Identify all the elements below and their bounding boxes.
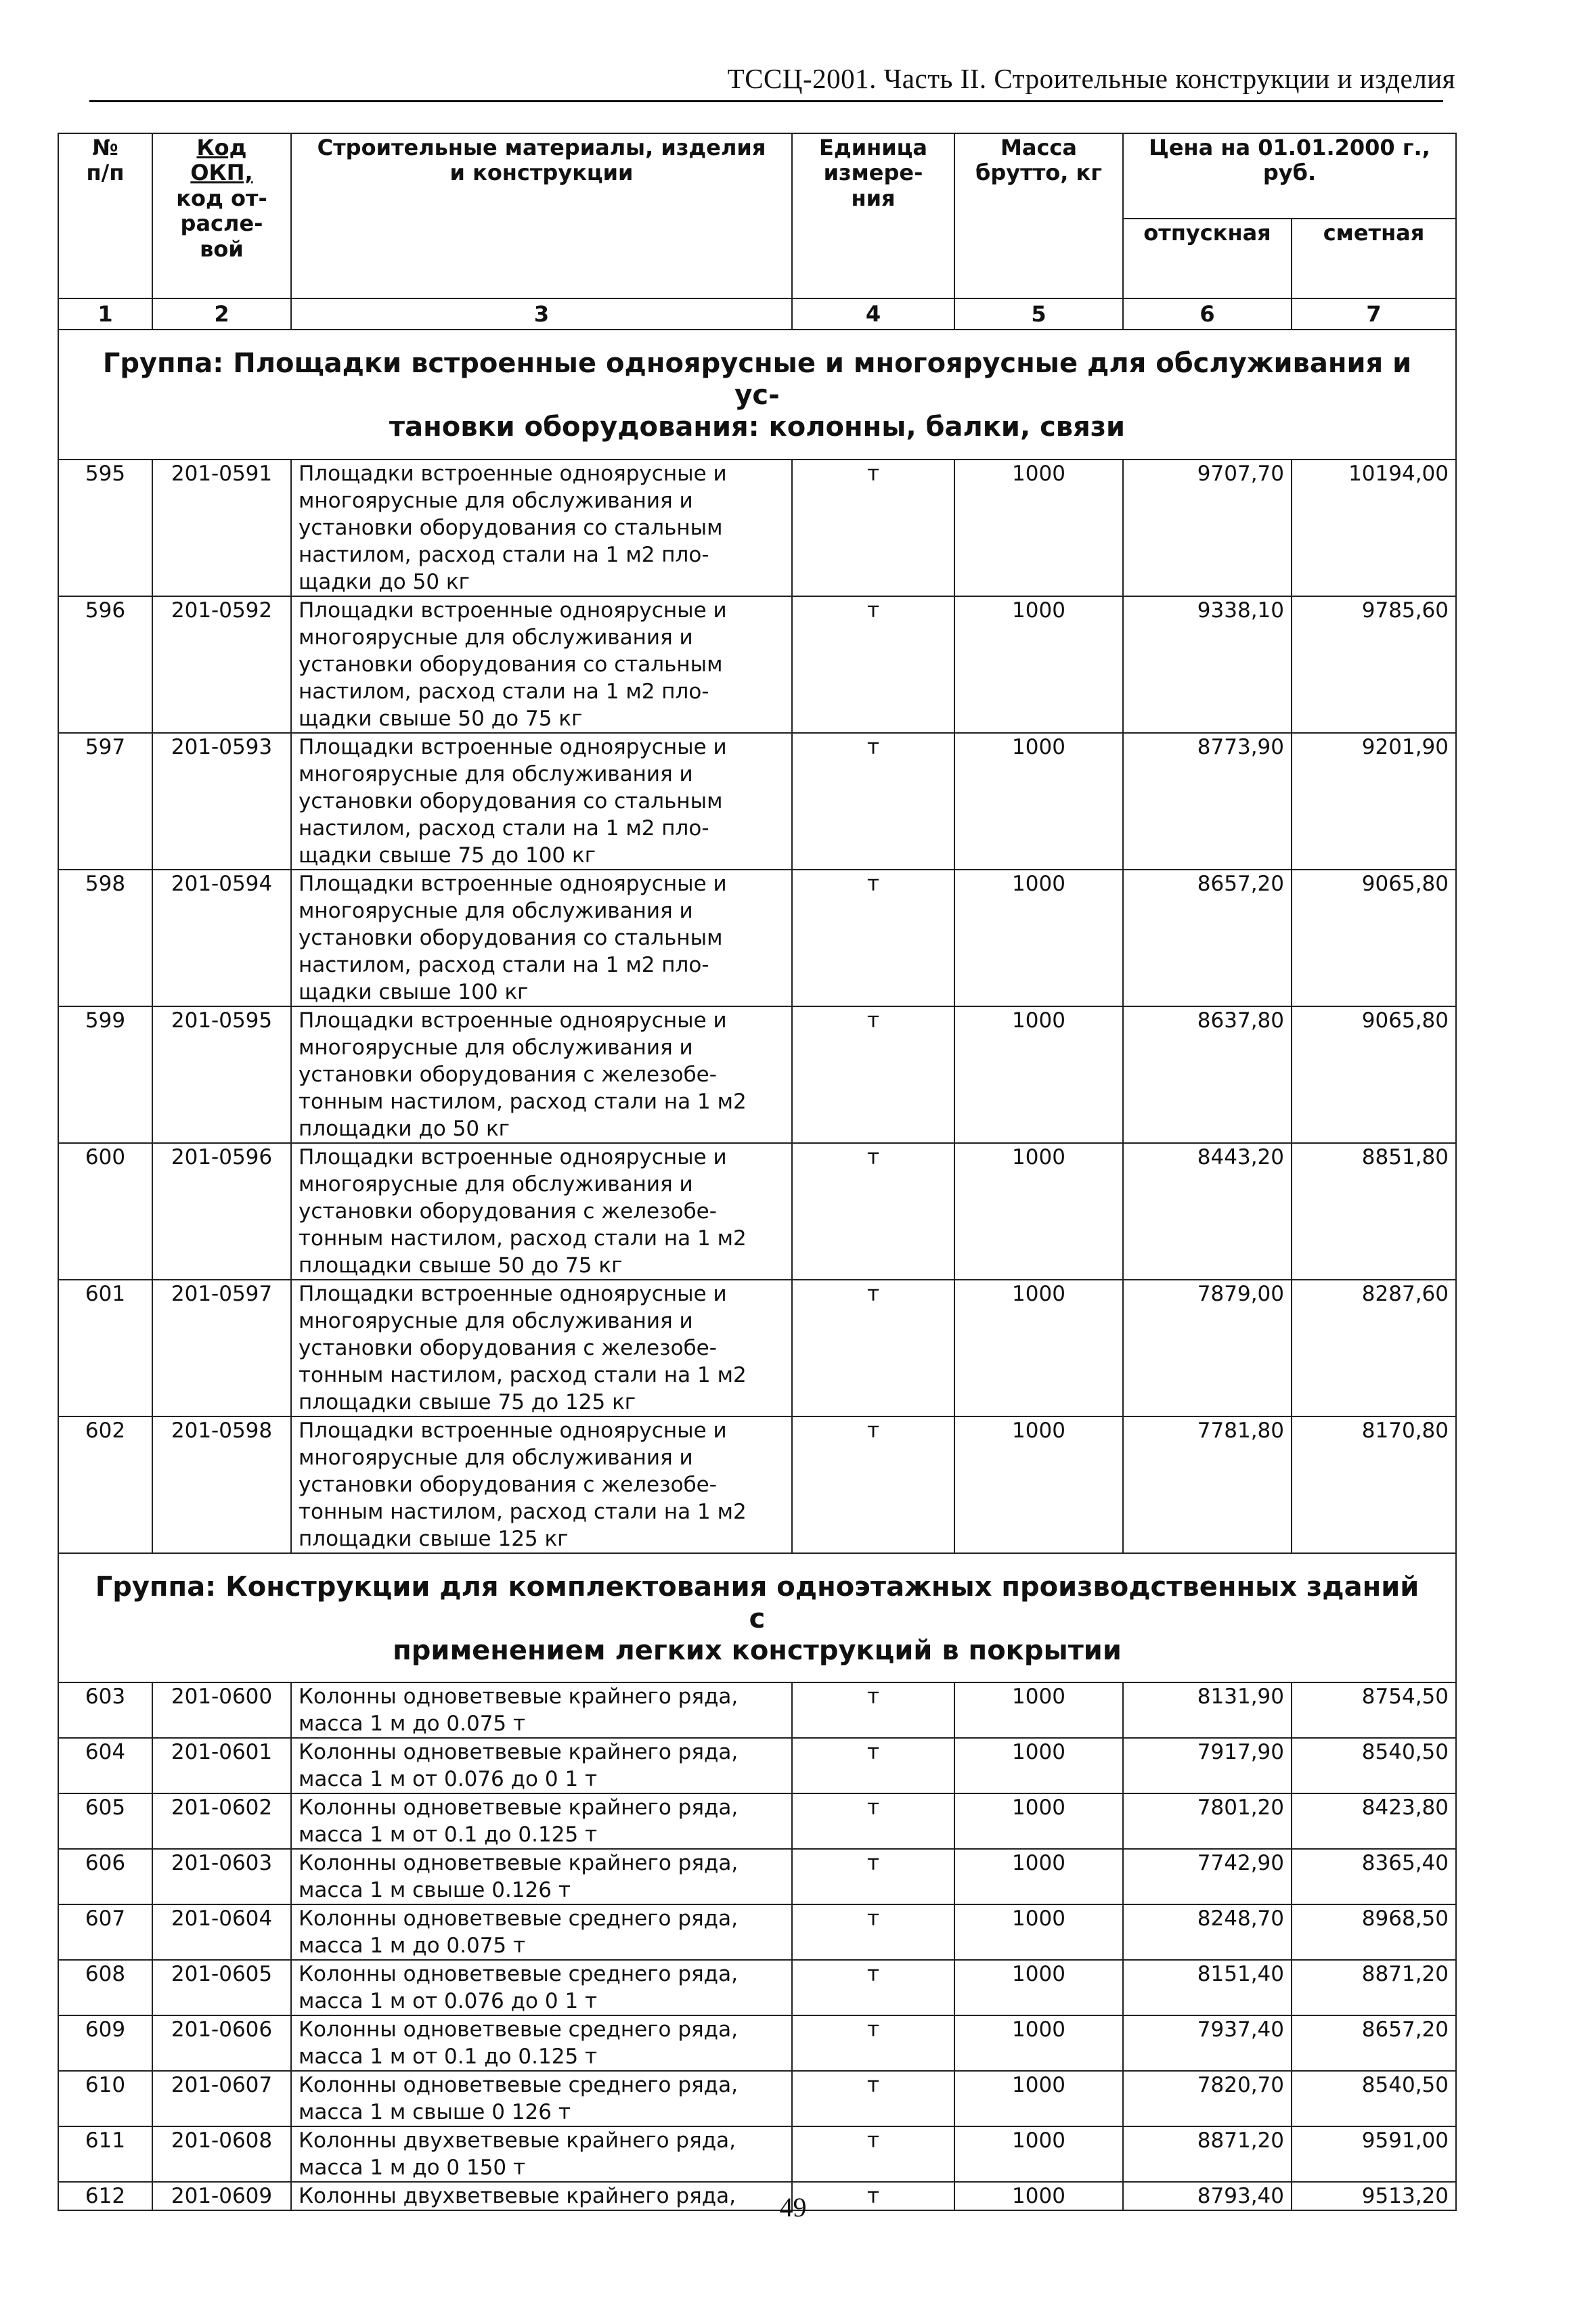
row-code: 201-0608	[152, 2126, 291, 2182]
table-row	[58, 460, 1456, 596]
row-code: 201-0607	[152, 2071, 291, 2126]
row-code: 201-0604	[152, 1904, 291, 1960]
page-header-title: ТССЦ-2001. Часть II. Строительные конструкции и изделия	[727, 63, 1455, 94]
row-price-sm: 9785,60	[1292, 596, 1456, 733]
table-row	[58, 1682, 1456, 1738]
row-code: 201-0594	[152, 870, 291, 1006]
table-row	[58, 1960, 1456, 2015]
row-mass: 1000	[954, 1793, 1123, 1849]
row-mass: 1000	[954, 1849, 1123, 1904]
table-row	[58, 2126, 1456, 2182]
row-price-otp: 7781,80	[1123, 1416, 1292, 1553]
row-number: 603	[58, 1682, 152, 1738]
column-number: 1	[58, 298, 152, 330]
row-number: 605	[58, 1793, 152, 1849]
row-unit: т	[792, 1280, 954, 1416]
table-body	[58, 298, 1456, 2210]
row-price-sm: 8540,50	[1292, 2071, 1456, 2126]
row-name: Площадки встроенные одноярусные и многоярусные для обслуживания и установки оборудования с железобе- тонным настилом, расход стали на 1 м2 площадки свыше 75 до 125 кг	[291, 1280, 792, 1416]
row-price-sm: 8540,50	[1292, 1738, 1456, 1793]
table-row	[58, 2071, 1456, 2126]
row-number: 611	[58, 2126, 152, 2182]
row-price-otp: 7801,20	[1123, 1793, 1292, 1849]
row-number: 600	[58, 1143, 152, 1280]
table-row	[58, 1904, 1456, 1960]
row-name: Площадки встроенные одноярусные и многоярусные для обслуживания и установки оборудования со стальным настилом, расход стали на 1 м2 пло- щадки до 50 кг	[291, 460, 792, 596]
price-table	[58, 133, 1457, 2211]
row-name: Площадки встроенные одноярусные и многоярусные для обслуживания и установки оборудования с железобе- тонным настилом, расход стали на 1 м2 площадки до 50 кг	[291, 1006, 792, 1143]
row-mass: 1000	[954, 733, 1123, 870]
header-code	[152, 133, 291, 298]
table-row	[58, 1416, 1456, 1553]
column-number: 3	[291, 298, 792, 330]
row-number: 598	[58, 870, 152, 1006]
row-unit: т	[792, 1682, 954, 1738]
row-number: 610	[58, 2071, 152, 2126]
row-unit: т	[792, 1960, 954, 2015]
row-price-sm: 8365,40	[1292, 1849, 1456, 1904]
row-price-sm: 10194,00	[1292, 460, 1456, 596]
group-title: Группа: Конструкции для комплектования одноэтажных производственных зданий с применением легких конструкций в покрытии	[58, 1553, 1456, 1683]
row-code: 201-0609	[152, 2182, 291, 2210]
row-unit: т	[792, 2015, 954, 2071]
row-mass: 1000	[954, 596, 1123, 733]
row-price-sm: 8851,80	[1292, 1143, 1456, 1280]
row-price-sm: 9065,80	[1292, 870, 1456, 1006]
row-code: 201-0598	[152, 1416, 291, 1553]
row-code: 201-0595	[152, 1006, 291, 1143]
row-unit: т	[792, 460, 954, 596]
row-name: Колонны одноветвевые крайнего ряда, масса 1 м от 0.076 до 0 1 т	[291, 1738, 792, 1793]
row-mass: 1000	[954, 1738, 1123, 1793]
row-price-otp: 7917,90	[1123, 1738, 1292, 1793]
row-price-otp: 8871,20	[1123, 2126, 1292, 2182]
row-code: 201-0591	[152, 460, 291, 596]
row-code: 201-0592	[152, 596, 291, 733]
header-code-okp: Код ОКП,	[190, 135, 253, 186]
row-price-sm: 9201,90	[1292, 733, 1456, 870]
row-unit: т	[792, 1416, 954, 1553]
table-row	[58, 1006, 1456, 1143]
table-row	[58, 870, 1456, 1006]
row-price-otp: 8248,70	[1123, 1904, 1292, 1960]
group-title: Группа: Площадки встроенные одноярусные и многоярусные для обслуживания и ус- тановки оборудования: колонны, балки, связи	[58, 330, 1456, 460]
row-unit: т	[792, 1904, 954, 1960]
row-name: Колонны одноветвевые крайнего ряда, масса 1 м свыше 0.126 т	[291, 1849, 792, 1904]
header-price-otp: отпускная	[1123, 219, 1292, 298]
row-price-sm: 8423,80	[1292, 1793, 1456, 1849]
row-name: Площадки встроенные одноярусные и многоярусные для обслуживания и установки оборудования со стальным настилом, расход стали на 1 м2 пло- щадки свыше 75 до 100 кг	[291, 733, 792, 870]
row-unit: т	[792, 2182, 954, 2210]
row-unit: т	[792, 1738, 954, 1793]
row-name: Площадки встроенные одноярусные и многоярусные для обслуживания и установки оборудования со стальным настилом, расход стали на 1 м2 пло- щадки свыше 50 до 75 кг	[291, 596, 792, 733]
row-number: 612	[58, 2182, 152, 2210]
row-mass: 1000	[954, 1416, 1123, 1553]
table-row	[58, 1280, 1456, 1416]
row-name: Колонны одноветвевые крайнего ряда, масса 1 м от 0.1 до 0.125 т	[291, 1793, 792, 1849]
table-header	[58, 133, 1456, 298]
row-number: 607	[58, 1904, 152, 1960]
row-mass: 1000	[954, 1006, 1123, 1143]
row-mass: 1000	[954, 2015, 1123, 2071]
row-code: 201-0593	[152, 733, 291, 870]
row-unit: т	[792, 1793, 954, 1849]
column-number: 4	[792, 298, 954, 330]
row-mass: 1000	[954, 1960, 1123, 2015]
row-name: Площадки встроенные одноярусные и многоярусные для обслуживания и установки оборудования с железобе- тонным настилом, расход стали на 1 м2 площадки свыше 50 до 75 кг	[291, 1143, 792, 1280]
row-code: 201-0600	[152, 1682, 291, 1738]
header-code-sub: код от- расле- вой	[176, 185, 267, 262]
table-row	[58, 1849, 1456, 1904]
row-price-otp: 9707,70	[1123, 460, 1292, 596]
header-rule	[89, 100, 1443, 102]
row-mass: 1000	[954, 870, 1123, 1006]
group-row	[58, 330, 1456, 460]
row-unit: т	[792, 1849, 954, 1904]
row-name: Колонны одноветвевые среднего ряда, масса 1 м от 0.076 до 0 1 т	[291, 1960, 792, 2015]
row-number: 604	[58, 1738, 152, 1793]
row-price-sm: 8968,50	[1292, 1904, 1456, 1960]
row-name: Колонны двухветвевые крайнего ряда, масса 1 м до 0 150 т	[291, 2126, 792, 2182]
row-code: 201-0606	[152, 2015, 291, 2071]
column-number: 5	[954, 298, 1123, 330]
row-mass: 1000	[954, 1682, 1123, 1738]
row-name: Колонны двухветвевые крайнего ряда,	[291, 2182, 792, 2210]
row-code: 201-0605	[152, 1960, 291, 2015]
row-number: 597	[58, 733, 152, 870]
row-name: Площадки встроенные одноярусные и многоярусные для обслуживания и установки оборудования со стальным настилом, расход стали на 1 м2 пло- щадки свыше 100 кг	[291, 870, 792, 1006]
row-number: 596	[58, 596, 152, 733]
table-row	[58, 1738, 1456, 1793]
row-code: 201-0596	[152, 1143, 291, 1280]
row-price-otp: 8793,40	[1123, 2182, 1292, 2210]
row-price-sm: 9513,20	[1292, 2182, 1456, 2210]
row-price-otp: 7937,40	[1123, 2015, 1292, 2071]
row-mass: 1000	[954, 2126, 1123, 2182]
row-price-sm: 8657,20	[1292, 2015, 1456, 2071]
row-mass: 1000	[954, 460, 1123, 596]
row-price-otp: 7742,90	[1123, 1849, 1292, 1904]
column-number: 2	[152, 298, 291, 330]
row-number: 602	[58, 1416, 152, 1553]
row-price-otp: 9338,10	[1123, 596, 1292, 733]
row-price-sm: 8754,50	[1292, 1682, 1456, 1738]
row-price-otp: 8657,20	[1123, 870, 1292, 1006]
row-code: 201-0601	[152, 1738, 291, 1793]
row-number: 606	[58, 1849, 152, 1904]
header-mass: Масса брутто, кг	[954, 133, 1123, 298]
row-name: Колонны одноветвевые среднего ряда, масса 1 м от 0.1 до 0.125 т	[291, 2015, 792, 2071]
row-unit: т	[792, 596, 954, 733]
row-unit: т	[792, 1143, 954, 1280]
table-row	[58, 733, 1456, 870]
row-number: 609	[58, 2015, 152, 2071]
header-unit: Единица измере- ния	[792, 133, 954, 298]
header-num: № п/п	[58, 133, 152, 298]
table-row	[58, 1143, 1456, 1280]
row-unit: т	[792, 2126, 954, 2182]
row-name: Площадки встроенные одноярусные и многоярусные для обслуживания и установки оборудования с железобе- тонным настилом, расход стали на 1 м2 площадки свыше 125 кг	[291, 1416, 792, 1553]
column-number: 7	[1292, 298, 1456, 330]
row-price-sm: 9591,00	[1292, 2126, 1456, 2182]
row-mass: 1000	[954, 1904, 1123, 1960]
row-code: 201-0603	[152, 1849, 291, 1904]
row-unit: т	[792, 870, 954, 1006]
column-number: 6	[1123, 298, 1292, 330]
row-price-otp: 8131,90	[1123, 1682, 1292, 1738]
row-mass: 1000	[954, 1143, 1123, 1280]
row-name: Колонны одноветвевые крайнего ряда, масса 1 м до 0.075 т	[291, 1682, 792, 1738]
table-row	[58, 2015, 1456, 2071]
row-price-otp: 8773,90	[1123, 733, 1292, 870]
table-row	[58, 596, 1456, 733]
row-price-otp: 7820,70	[1123, 2071, 1292, 2126]
row-number: 601	[58, 1280, 152, 1416]
row-price-sm: 8170,80	[1292, 1416, 1456, 1553]
group-row	[58, 1553, 1456, 1683]
row-price-otp: 8151,40	[1123, 1960, 1292, 2015]
row-number: 599	[58, 1006, 152, 1143]
row-price-sm: 8871,20	[1292, 1960, 1456, 2015]
row-unit: т	[792, 733, 954, 870]
row-name: Колонны одноветвевые среднего ряда, масса 1 м до 0.075 т	[291, 1904, 792, 1960]
row-price-otp: 7879,00	[1123, 1280, 1292, 1416]
column-numbers-row	[58, 298, 1456, 330]
table-row	[58, 1793, 1456, 1849]
row-number: 595	[58, 460, 152, 596]
row-code: 201-0602	[152, 1793, 291, 1849]
header-price: Цена на 01.01.2000 г., руб.	[1123, 133, 1456, 219]
page-number: 49	[779, 2192, 807, 2222]
row-mass: 1000	[954, 1280, 1123, 1416]
row-price-otp: 8637,80	[1123, 1006, 1292, 1143]
row-mass: 1000	[954, 2182, 1123, 2210]
row-unit: т	[792, 2071, 954, 2126]
row-price-otp: 8443,20	[1123, 1143, 1292, 1280]
row-price-sm: 8287,60	[1292, 1280, 1456, 1416]
header-name: Строительные материалы, изделия и конструкции	[291, 133, 792, 298]
row-price-sm: 9065,80	[1292, 1006, 1456, 1143]
row-unit: т	[792, 1006, 954, 1143]
row-name: Колонны одноветвевые среднего ряда, масса 1 м свыше 0 126 т	[291, 2071, 792, 2126]
row-code: 201-0597	[152, 1280, 291, 1416]
row-number: 608	[58, 1960, 152, 2015]
header-price-sm: сметная	[1292, 219, 1456, 298]
row-mass: 1000	[954, 2071, 1123, 2126]
